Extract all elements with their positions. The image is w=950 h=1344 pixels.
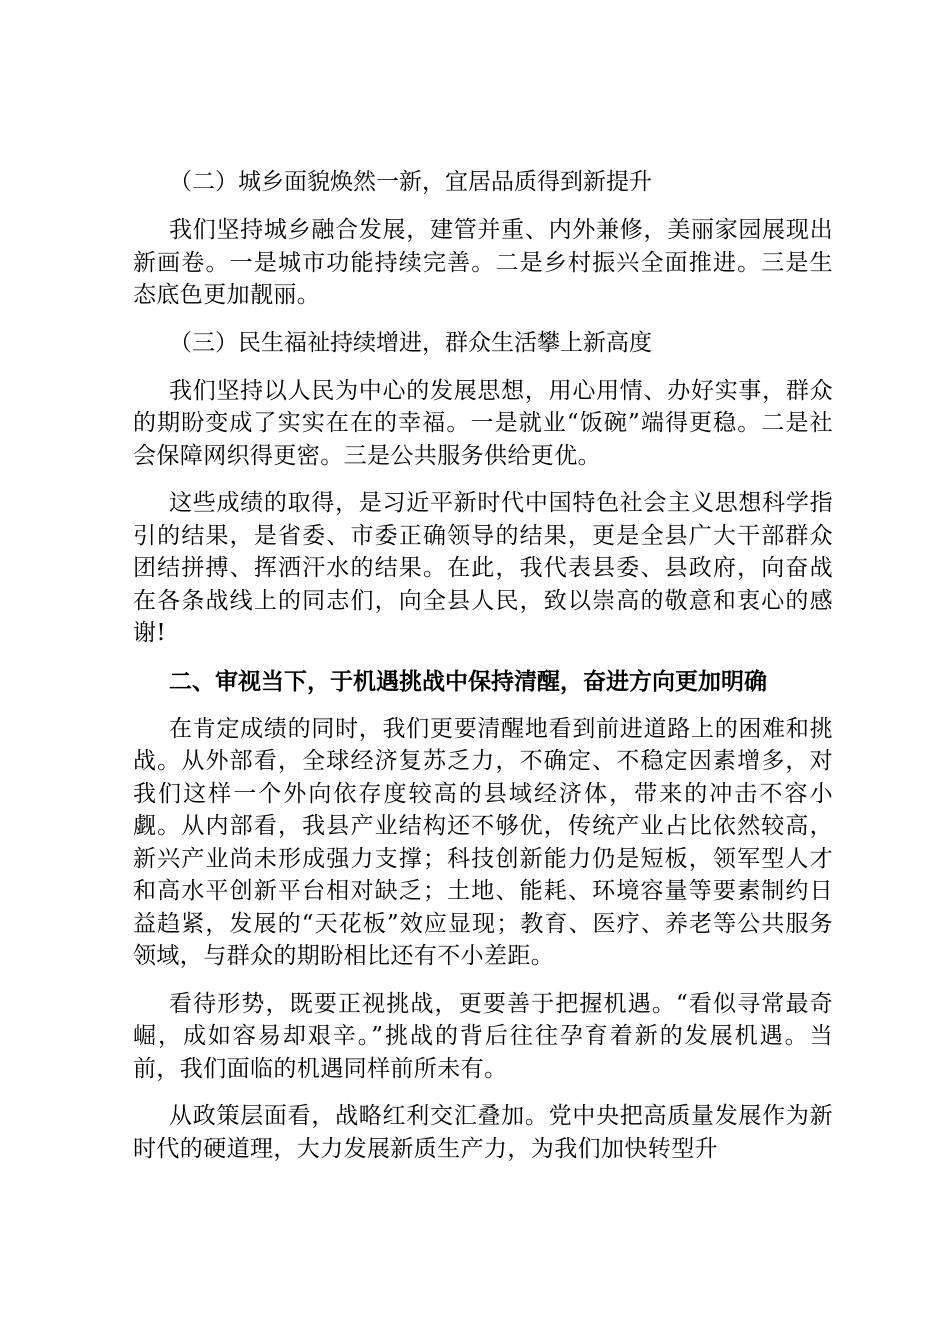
paragraph-achievements-thanks: 这些成绩的取得，是习近平新时代中国特色社会主义思想科学指引的结果，是省委、市委正确领导的结果，更是全县广大干部群众团结拼搏、挥洒汗水的结果。在此，我代表县委、县政府，向奋战在各条战线上的同志们，向全县人民，致以崇高的敬意和衷心的感谢! xyxy=(133,490,833,646)
section-heading-livelihood: （三）民生福祉持续增进，群众生活攀上新高度 xyxy=(169,329,652,356)
paragraph-challenges: 在肯定成绩的同时，我们更要清醒地看到前进道路上的困难和挑战。从外部看，全球经济复苏乏力，不确定、不稳定因素增多，对我们这样一个外向依存度较高的县域经济体，带来的冲击不容小觑。从内部看，我县产业结构还不够优，传统产业占比依然较高，新兴产业尚未形成强力支撑；科技创新能力仍是短板，领军型人才和高水平创新平台相对缺乏；土地、能耗、环境容量等要素制约日益趋紧，发展的“天花板”效应显现；教育、医疗、养老等公共服务领域，与群众的期盼相比还有不小差距。 xyxy=(133,715,833,969)
paragraph-livelihood: 我们坚持以人民为中心的发展思想，用心用情、办好实事，群众的期盼变成了实实在在的幸福。一是就业“饭碗”端得更稳。二是社会保障网织得更密。三是公共服务供给更优。 xyxy=(133,377,833,469)
section-heading-urban-rural: （二）城乡面貌焕然一新，宜居品质得到新提升 xyxy=(169,169,652,195)
paragraph-opportunities: 看待形势，既要正视挑战，更要善于把握机遇。“看似寻常最奇崛，成如容易却艰辛。”挑战的背后往往孕育着新的发展机遇。当前，我们面临的机遇同样前所未有。 xyxy=(133,990,833,1082)
paragraph-urban-rural: 我们坚持城乡融合发展，建管并重、内外兼修，美丽家园展现出新画卷。一是城市功能持续完善。二是乡村振兴全面推进。三是生态底色更加靓丽。 xyxy=(133,217,833,308)
section-heading-part-two: 二、审视当下，于机遇挑战中保持清醒，奋进方向更加明确 xyxy=(169,667,767,695)
paragraph-policy-level: 从政策层面看，战略红利交汇叠加。党中央把高质量发展作为新时代的硬道理，大力发展新质生产力，为我们加快转型升 xyxy=(133,1103,833,1162)
document-body xyxy=(133,166,833,1180)
